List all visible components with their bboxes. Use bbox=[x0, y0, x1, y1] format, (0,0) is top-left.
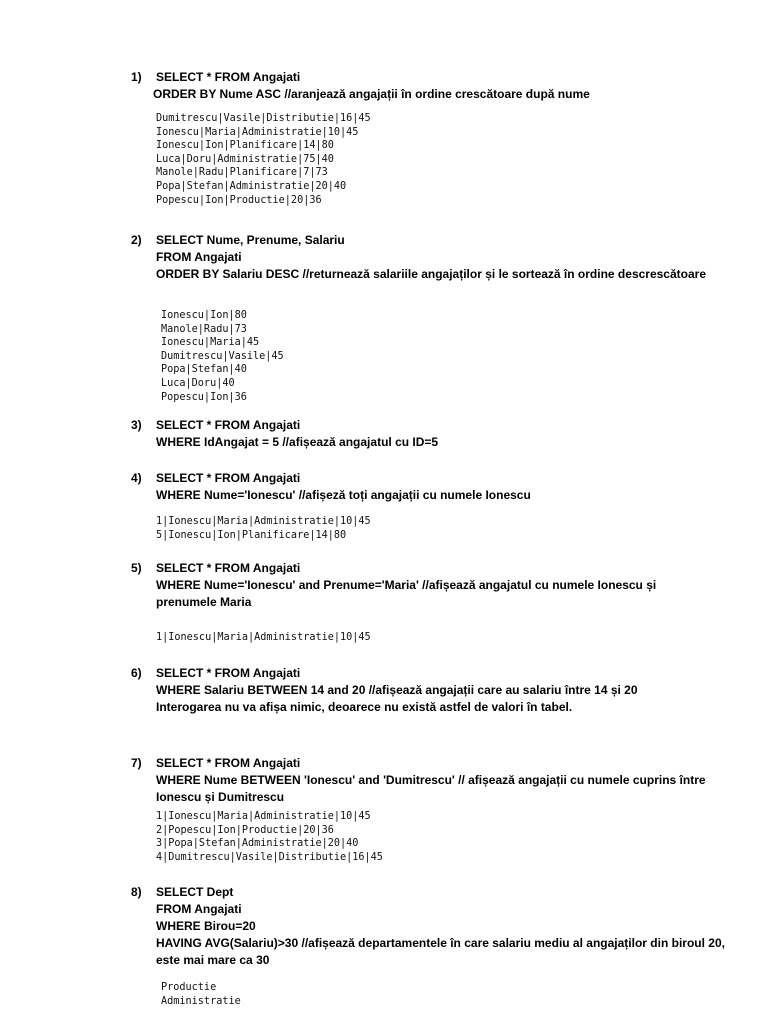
query-4-result bbox=[156, 515, 371, 542]
result-row: Dumitrescu|Vasile|45 bbox=[161, 350, 284, 362]
result-row: Dumitrescu|Vasile|Distributie|16|45 bbox=[156, 113, 371, 124]
query-2-line-3: ORDER BY Salariu DESC //returnează salariile angajaților și le sortează în ordine descrescătoare bbox=[156, 267, 706, 281]
query-7-line-2: WHERE Nume BETWEEN 'Ionescu' and 'Dumitrescu' // afișează angajații cu numele cuprins între Ionescu și Dumitrescu bbox=[156, 773, 706, 804]
query-6-select: SELECT * FROM Angajati bbox=[156, 666, 301, 680]
result-row: 4|Dumitrescu|Vasile|Distributie|16|45 bbox=[156, 851, 383, 863]
query-8 bbox=[131, 884, 731, 969]
result-row: 1|Ionescu|Maria|Administratie|10|45 bbox=[156, 516, 371, 527]
query-5-line-1 bbox=[131, 560, 731, 577]
result-row: Ionescu|Maria|Administratie|10|45 bbox=[156, 126, 359, 138]
query-2-select: SELECT Nume, Prenume, Salariu bbox=[156, 233, 345, 247]
result-row: Manole|Radu|73 bbox=[161, 323, 247, 335]
query-4-number: 4) bbox=[131, 471, 142, 485]
query-2-number: 2) bbox=[131, 233, 142, 247]
query-4-line-2: WHERE Nume='Ionescu' //afișeză toți angajații cu numele Ionescu bbox=[156, 488, 531, 502]
query-1-line-2: ORDER BY Nume ASC //aranjează angajații în ordine crescătoare după nume bbox=[153, 87, 590, 101]
query-3 bbox=[131, 417, 731, 451]
result-row: Administratie bbox=[161, 995, 241, 1007]
query-8-number: 8) bbox=[131, 885, 142, 899]
query-5 bbox=[131, 560, 731, 611]
query-8-line-4: HAVING AVG(Salariu)>30 //afișează departamentele în care salariu mediu al angajaților din biroul 20, este mai mare ca 30 bbox=[156, 936, 725, 967]
query-4-line-1 bbox=[131, 470, 731, 487]
result-row: Ionescu|Ion|80 bbox=[161, 310, 247, 321]
query-6-line-1 bbox=[131, 665, 731, 682]
query-6 bbox=[131, 665, 731, 716]
result-row: Popa|Stefan|40 bbox=[161, 364, 247, 376]
result-row: Popa|Stefan|Administratie|20|40 bbox=[156, 180, 347, 192]
query-4-select: SELECT * FROM Angajati bbox=[156, 471, 301, 485]
query-8-line-1 bbox=[131, 884, 731, 901]
query-2-result bbox=[161, 309, 284, 404]
result-row: 3|Popa|Stefan|Administratie|20|40 bbox=[156, 838, 359, 850]
result-row: Popescu|Ion|36 bbox=[161, 391, 247, 403]
query-3-select: SELECT * FROM Angajati bbox=[156, 418, 301, 432]
query-6-line-2: WHERE Salariu BETWEEN 14 and 20 //afișează angajații care au salariu între 14 și 20 bbox=[156, 683, 638, 697]
result-row: 1|Ionescu|Maria|Administratie|10|45 bbox=[156, 811, 371, 822]
query-2 bbox=[131, 232, 731, 283]
query-5-result bbox=[156, 631, 371, 645]
query-1-result bbox=[156, 112, 371, 207]
result-row: Luca|Doru|Administratie|75|40 bbox=[156, 153, 334, 165]
query-3-line-1 bbox=[131, 417, 731, 434]
query-3-line-2: WHERE IdAngajat = 5 //afișează angajatul cu ID=5 bbox=[156, 435, 439, 449]
query-4 bbox=[131, 470, 731, 504]
result-row: 1|Ionescu|Maria|Administratie|10|45 bbox=[156, 632, 371, 643]
query-1 bbox=[131, 69, 731, 103]
result-row: Popescu|Ion|Productie|20|36 bbox=[156, 194, 322, 206]
query-6-number: 6) bbox=[131, 666, 142, 680]
query-7-result bbox=[156, 810, 383, 864]
query-7-select: SELECT * FROM Angajati bbox=[156, 756, 301, 770]
query-8-line-2: FROM Angajati bbox=[156, 902, 242, 916]
query-2-line-2: FROM Angajati bbox=[156, 250, 242, 264]
query-2-line-1 bbox=[131, 232, 731, 249]
query-3-number: 3) bbox=[131, 418, 142, 432]
result-row: 2|Popescu|Ion|Productie|20|36 bbox=[156, 824, 334, 836]
result-row: Luca|Doru|40 bbox=[161, 377, 235, 389]
result-row: Ionescu|Ion|Planificare|14|80 bbox=[156, 140, 334, 152]
query-8-result bbox=[161, 981, 241, 1008]
result-row: Ionescu|Maria|45 bbox=[161, 337, 260, 349]
result-row: 5|Ionescu|Ion|Planificare|14|80 bbox=[156, 529, 347, 541]
result-row: Manole|Radu|Planificare|7|73 bbox=[156, 167, 328, 179]
query-7-number: 7) bbox=[131, 756, 142, 770]
query-1-line-1 bbox=[131, 69, 731, 86]
query-1-select: SELECT * FROM Angajati bbox=[156, 70, 301, 84]
query-8-select: SELECT Dept bbox=[156, 885, 234, 899]
query-5-number: 5) bbox=[131, 561, 142, 575]
query-5-line-2: WHERE Nume='Ionescu' and Prenume='Maria' //afișează angajatul cu numele Ionescu și prenumele Maria bbox=[156, 578, 657, 609]
query-5-select: SELECT * FROM Angajati bbox=[156, 561, 301, 575]
query-8-line-3: WHERE Birou=20 bbox=[156, 919, 256, 933]
query-6-line-3: Interogarea nu va afișa nimic, deoarece nu există astfel de valori în tabel. bbox=[156, 700, 573, 714]
query-7-line-1 bbox=[131, 755, 731, 772]
query-1-number: 1) bbox=[131, 70, 142, 84]
query-7 bbox=[131, 755, 731, 806]
result-row: Productie bbox=[161, 982, 217, 993]
